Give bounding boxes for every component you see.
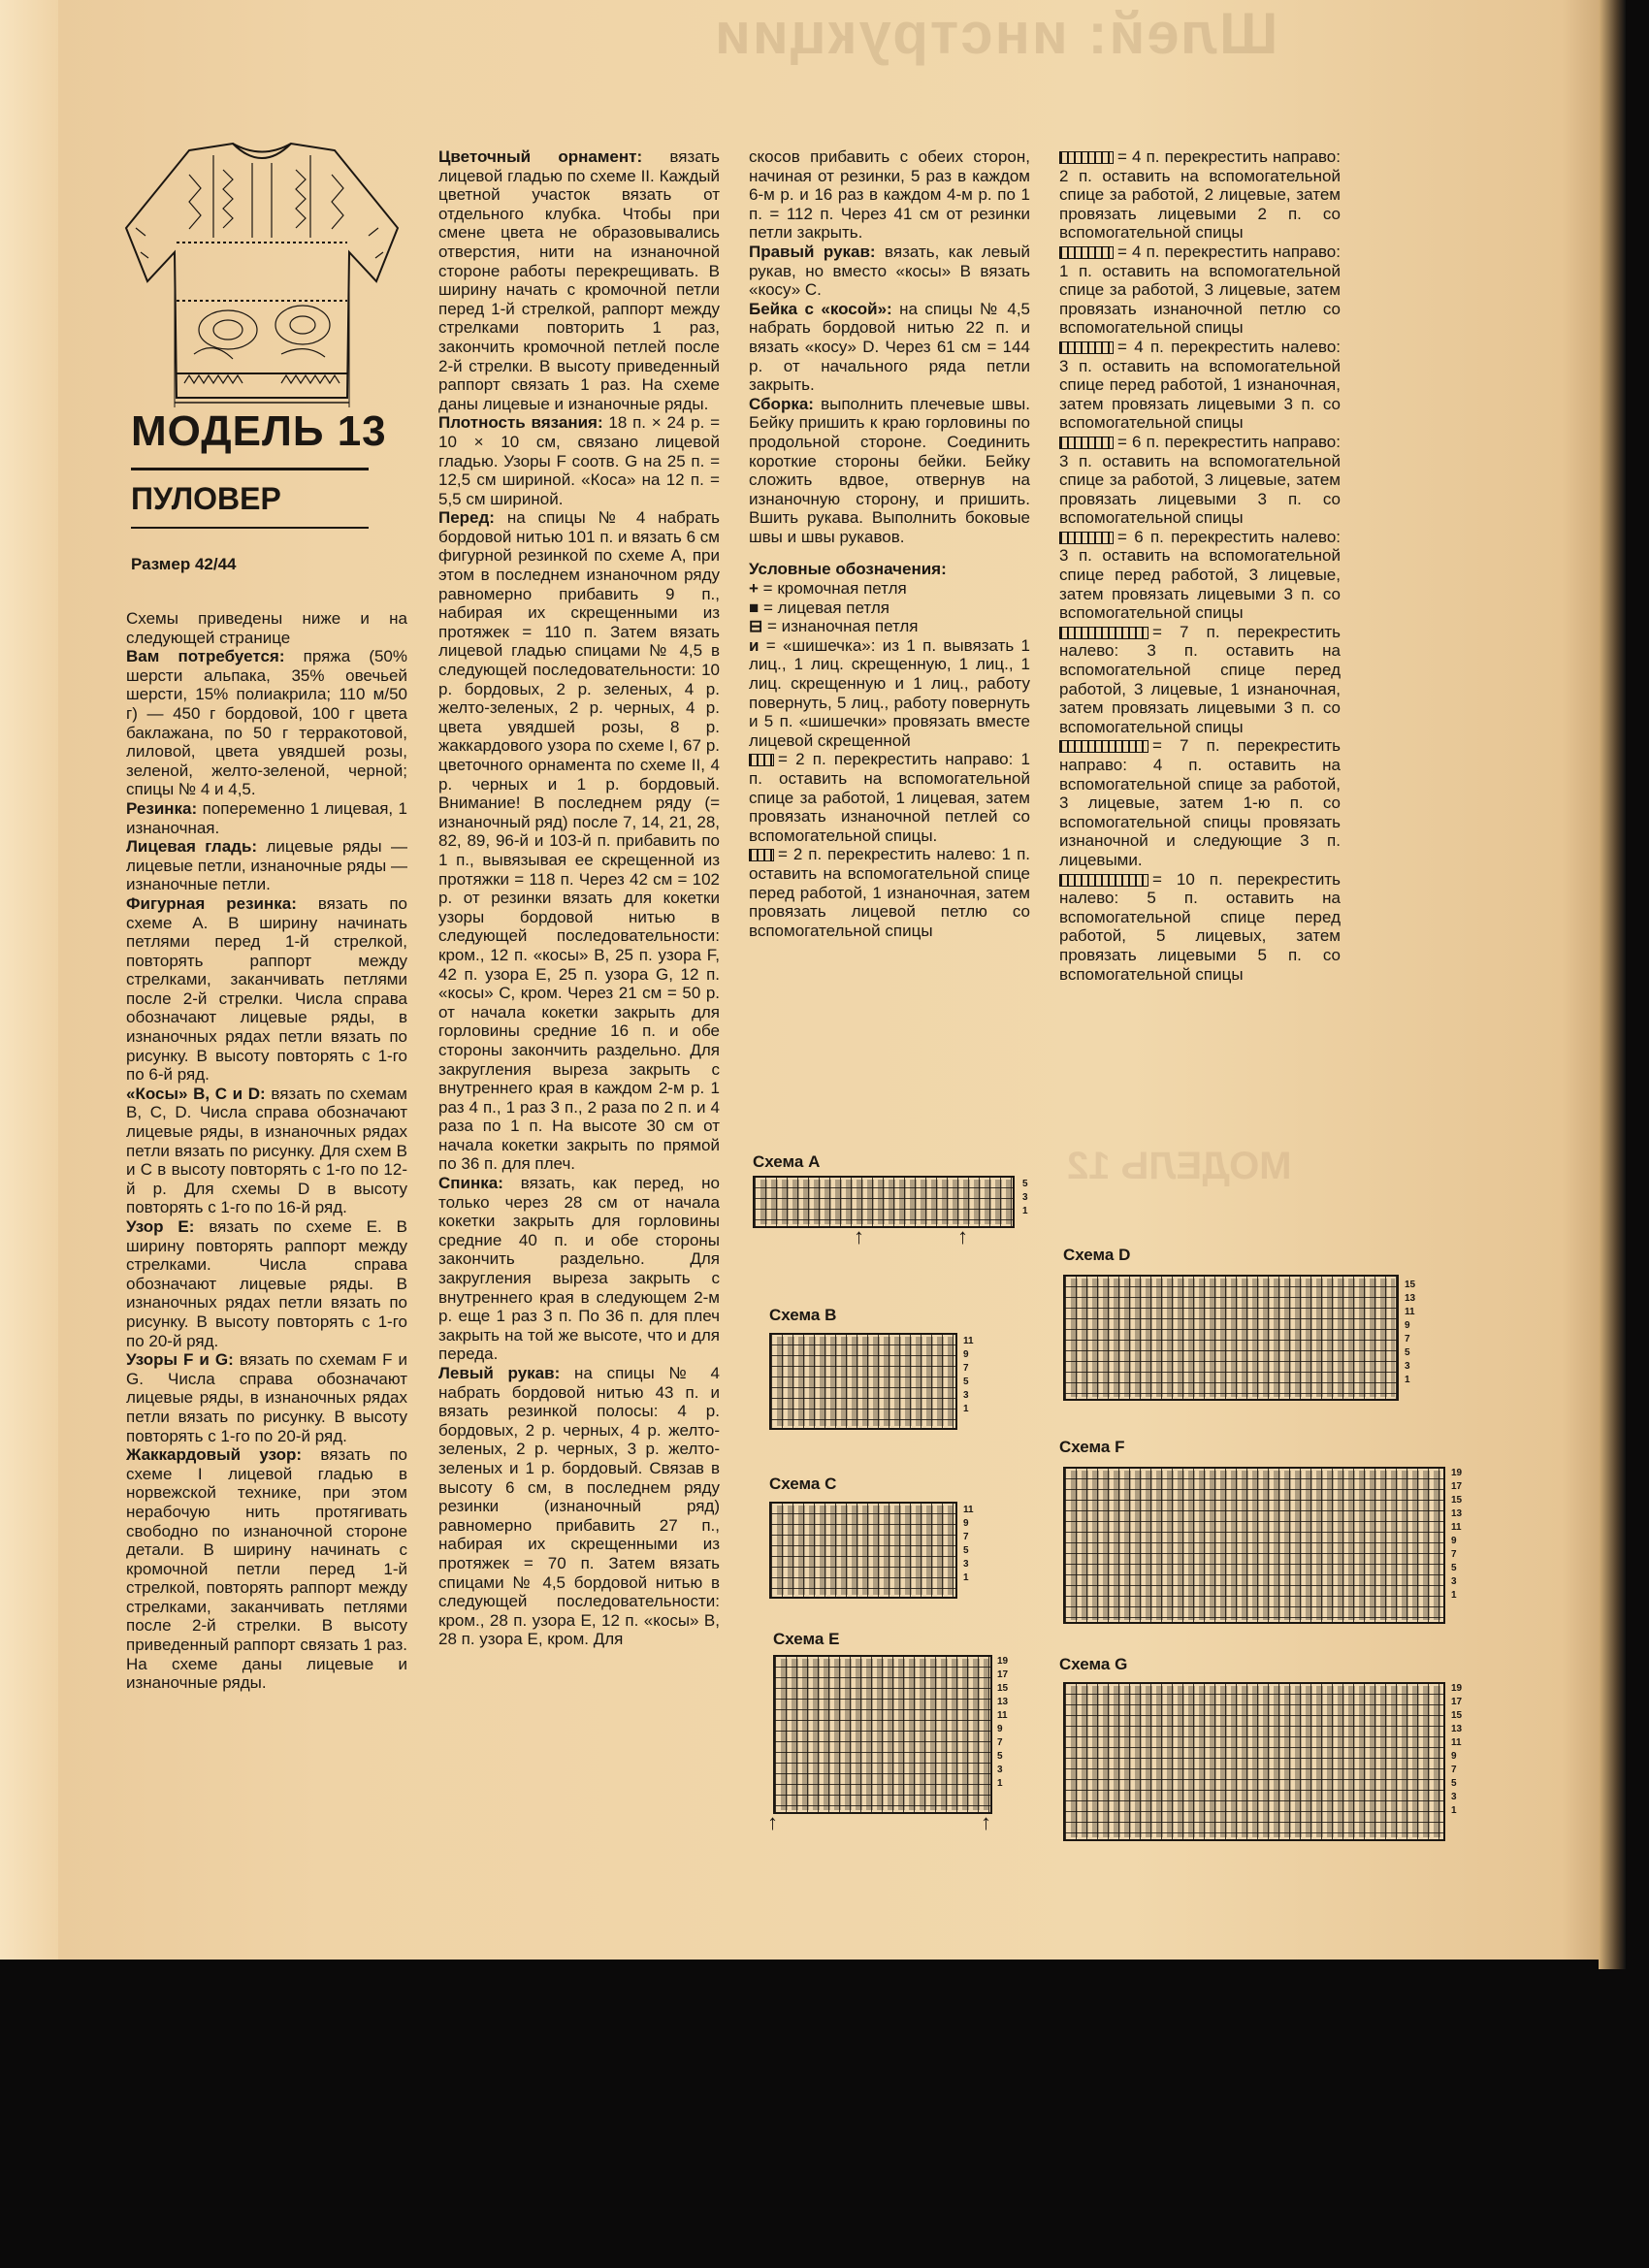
scheme-e-arrow-left: ↑ xyxy=(767,1810,778,1834)
col3-paragraph: Правый рукав: вязать, как левый рукав, но вместо «косы» В вязать «косу» С. xyxy=(749,242,1031,300)
cross-7-left-symbol xyxy=(1059,627,1148,639)
col1-paragraph: Лицевая гладь: лицевые ряды — лицевые петли, изнаночные ряды — изнаночные петли. xyxy=(126,837,407,894)
col1-paragraph: Жаккардовый узор: вязать по схеме I лицевой гладью в норвежской технике, при этом нерабочую нить протягивать свободно по изнаночной стороне детали. В ширину начинать с кромочной петли перед 1-й стрелкой, повторять раппорт между стрелками, заканчивать петлями после 2-й стрелки. В высоту приведенный раппорт связать 1 раз. На схеме даны лицевые и изнаночные ряды. xyxy=(126,1445,408,1693)
scheme-f-chart xyxy=(1063,1467,1445,1624)
size-label: Размер 42/44 xyxy=(131,555,237,573)
scheme-e-chart xyxy=(773,1655,992,1814)
cross-4-left-symbol xyxy=(1059,341,1114,354)
scheme-e-row-numbers: 19 17 15 13 11 9 7 5 3 1 xyxy=(997,1656,1009,1789)
col1-paragraph: Фигурная резинка: вязать по схеме А. В ширину начинать петлями перед 1-й стрелкой, повторять раппорт между стрелками, заканчивать петлями после 2-й стрелки. Числа справа обозначают лицевые ряды, в изнаночных рядах петли вязать по рисунку. В высоту повторять с 1-го по 6-й ряд. xyxy=(126,893,408,1085)
show-through-heading: Шлей: инструкции xyxy=(713,1,1278,66)
legend-item: ■ = лицевая петля xyxy=(749,598,889,617)
model-subtitle: ПУЛОВЕР xyxy=(131,481,281,516)
column-3 xyxy=(749,147,1030,940)
page-gutter xyxy=(0,0,58,1960)
show-through-model: МОДЕЛЬ 12 xyxy=(1067,1145,1292,1187)
cross-7-right-symbol xyxy=(1059,740,1148,753)
scheme-e-label: Схема Е xyxy=(773,1630,840,1648)
scheme-d-label: Схема D xyxy=(1063,1246,1131,1264)
col1-paragraph: Вам потребуется: пряжа (50% шерсти альпака, 35% овечьей шерсти, 15% полиакрила; 110 м/50 г) — 450 г бордовой, 100 г цвета баклажана, по 50 г терракотовой, лиловой, цвета увядшей розы, зеленой, желто-зеленой, черной; спицы № 4 и 4,5. xyxy=(126,647,408,799)
scheme-a-arrow-right: ↑ xyxy=(957,1224,968,1248)
scheme-d-chart xyxy=(1063,1275,1399,1401)
scheme-c-label: Схема С xyxy=(769,1474,837,1493)
scheme-a-row-numbers: 5 3 1 xyxy=(1022,1179,1028,1216)
col2-paragraph: Перед: на спицы № 4 набрать бордовой нитью 101 п. и вязать 6 см фигурной резинкой по схеме А, при этом в последнем изнаночном ряду равномерно прибавить 9 п., набирая их скрещенными из протяжек = 110 п. Затем вязать лицевой гладью спицами № 4,5 в следующей последовательности: 10 р. бордовых, 2 р. зеленых, 4 р. желто-зеленых, 2 р. черных, 4 р. цвета увядшей розы, 8 р. жаккардового узора по схеме I, 67 р. цветочного орнамента по схеме II, 4 р. черных и 1 р. бордовый. Внимание! В последнем ряду (= изнаночный ряд) после 7, 14, 21, 28, 82, 89, 96-й и 103-й п. прибавить по 1 п., вывязывая ее скрещенной из протяжки = 118 п. Через 42 см = 102 р. от резинки вязать для кокетки узоры бордовой нитью в следующей последовательности: кром., 12 п. «косы» В, 25 п. узора F, 42 п. узора Е, 25 п. узора G, 12 п. «косы» С, кром. Через 21 см = 50 р. от начала кокетки закрыть для горловины средние 16 п. и обе стороны закончить раздельно. Для закругления выреза закрыть с внутреннего края в каждом 2-м р. 1 раз 4 п., 1 раз 3 п., 2 раза по 2 п. и 4 раза по 1 п. На высоте 30 см от начала кокетки закрыть по прямой по 36 п. для плеч. xyxy=(438,508,720,1174)
scheme-c-row-numbers: 11 9 7 5 3 1 xyxy=(963,1505,974,1583)
col4-paragraph: = 6 п. перекрестить налево: 3 п. оставить на вспомогательной спице перед работой, 3 лицевые, затем провязать лицевыми 3 п. со вспомогательной спицы xyxy=(1059,527,1341,623)
title-rule xyxy=(131,468,369,470)
scheme-d-row-numbers: 15 13 11 9 7 5 3 1 xyxy=(1405,1280,1416,1385)
legend-title: Условные обозначения: xyxy=(749,560,947,579)
column-2 xyxy=(438,147,720,1649)
col3-paragraph: скосов прибавить с обеих сторон, начиная от резинки, 5 раз в каждом 6-м р. и 16 раз в каждом 4-м р. по 1 п. = 112 п. Через 41 см от резинки петли закрыть. xyxy=(749,147,1030,243)
cross-2-right-symbol xyxy=(749,754,774,766)
column-4 xyxy=(1059,147,1341,984)
col4-paragraph: = 7 п. перекрестить налево: 3 п. оставить на вспомогательной спице перед работой, 3 лицевые, 1 изнаночная, затем провязать лицевыми 3 п. со вспомогательной спицы xyxy=(1059,622,1341,736)
scheme-g-label: Схема G xyxy=(1059,1655,1128,1673)
col1-paragraph: Узоры F и G: вязать по схемам F и G. Числа справа обозначают лицевые ряды, в изнаночных рядах петли вязать по рисунку. В высоту повторять с 1-го по 20-й ряд. xyxy=(126,1350,407,1445)
cross-4-right-symbol xyxy=(1059,151,1114,164)
scheme-b-row-numbers: 11 9 7 5 3 1 xyxy=(963,1336,974,1414)
legend-item: ᴎ = «шишечка»: из 1 п. вывязать 1 лиц., 1 лиц. скрещенную, 1 лиц., 1 лиц. скрещенную и 1 лиц., работу повернуть, 5 лиц., работу повернуть и 5 п. «шишечки» провязать вместе лицевой скрещенной xyxy=(749,635,1030,750)
scheme-b-label: Схема В xyxy=(769,1306,837,1324)
column-1 xyxy=(126,609,407,1693)
scheme-a-chart xyxy=(753,1176,1015,1228)
col4-paragraph: = 10 п. перекрестить налево: 5 п. оставить на вспомогательной спице перед работой, 5 лицевых, затем провязать лицевыми 5 п. со вспомогательной спицы xyxy=(1059,869,1341,984)
cross-6-right-symbol xyxy=(1059,437,1114,449)
scheme-f-row-numbers: 19 17 15 13 11 9 7 5 3 1 xyxy=(1451,1468,1463,1601)
scheme-b-chart xyxy=(769,1333,957,1430)
scheme-a-label: Схема А xyxy=(753,1152,821,1171)
legend-item: = 2 п. перекрестить направо: 1 п. оставить на вспомогательной спице за работой, 1 лицевая, затем провязать изнаночной петлей со вспомогательной спицы. xyxy=(749,750,1030,845)
col1-paragraph: Узор Е: вязать по схеме Е. В ширину повторять раппорт между стрелками. Числа справа обозначают лицевые ряды. В изнаночных рядах петли вязать по рисунку. В высоту повторять с 1-го по 20-й ряд. xyxy=(126,1217,407,1350)
sweater-sketch xyxy=(116,136,407,417)
col4-paragraph: = 6 п. перекрестить направо: 3 п. оставить на вспомогательной спице за работой, 3 лицевые, затем провязать лицевыми 3 п. со вспомогательной спицы xyxy=(1059,432,1341,528)
model-title: МОДЕЛЬ 13 xyxy=(131,407,387,455)
col4-paragraph: = 4 п. перекрестить направо: 2 п. оставить на вспомогательной спице за работой, 2 лицевые, затем провязать лицевыми 2 п. со вспомогательной спицы xyxy=(1059,147,1341,243)
cross-2-left-symbol xyxy=(749,849,774,861)
scheme-f-label: Схема F xyxy=(1059,1438,1125,1456)
subtitle-rule xyxy=(131,527,369,529)
col4-paragraph: = 4 п. перекрестить налево: 3 п. оставить на вспомогательной спице перед работой, 1 изнаночная, затем провязать лицевыми 3 п. со вспомогательной спицы xyxy=(1059,337,1341,433)
legend-item: + = кромочная петля xyxy=(749,579,907,599)
col1-paragraph: Схемы приведены ниже и на следующей странице xyxy=(126,609,407,647)
cross-6-left-symbol xyxy=(1059,532,1114,544)
col1-paragraph: «Косы» В, С и D: вязать по схемам В, С, D. Числа справа обозначают лицевые ряды, в изнаночных рядах петли вязать по рисунку. Для схем В и С в высоту повторять с 1-го по 12-й р. Для схемы D в высоту повторять с 1-го по 16-й ряд. xyxy=(126,1084,407,1217)
scheme-g-chart xyxy=(1063,1682,1445,1841)
cross-4-right-purl-symbol xyxy=(1059,246,1114,259)
col2-paragraph: Спинка: вязать, как перед, но только через 28 см от начала кокетки закрыть для горловины средние 40 п. и обе стороны закончить раздельно. Для закругления выреза закрыть с внутреннего края в следующем 2-м р. еще 1 раз 3 п. По 36 п. для плеч закрыть на той же высоте, что и для переда. xyxy=(438,1174,720,1364)
scheme-c-chart xyxy=(769,1502,957,1599)
col1-paragraph: Резинка: попеременно 1 лицевая, 1 изнаночная. xyxy=(126,798,407,837)
scheme-a-arrow-left: ↑ xyxy=(854,1224,864,1248)
legend-item: = 2 п. перекрестить налево: 1 п. оставить на вспомогательной спице перед работой, 1 изнаночная, затем провязать лицевой петлю со вспомогательной спицы xyxy=(749,845,1030,940)
col2-paragraph: Плотность вязания: 18 п. × 24 р. = 10 × 10 см, связано лицевой гладью. Узоры F соотв. G на 25 п. = 12,5 см шириной. «Коса» на 12 п. = 5,5 см шириной. xyxy=(438,413,721,508)
col2-paragraph: Цветочный орнамент: вязать лицевой гладью по схеме II. Каждый цветной участок вязать от отдельного клубка. Чтобы при смене цвета не образовывались отверстия, нити на изнаночной стороне работы перекрещивать. В ширину начать с кромочной петли перед 1-й стрелкой, раппорт между стрелками повторить 1 раз, закончить кромочной петлей после 2-й стрелки. В высоту приведенный раппорт связать 1 раз. На схеме даны лицевые и изнаночные ряды. xyxy=(438,147,720,413)
col2-paragraph: Левый рукав: на спицы № 4 набрать бордовой нитью 43 п. и вязать резинкой полосы: 4 р. бордовых, 2 р. черных, 4 р. желто-зеленых, 2 р. черных, 3 р. желто-зеленых и 1 р. бордовый. Связав в высоту 6 см, в последнем ряду резинки (изнаночный ряд) равномерно прибавить 27 п., набирая их скрещенными из протяжек = 70 п. Затем вязать спицами № 4,5 бордовой нитью в следующей последовательности: кром., 28 п. узора Е, 12 п. «косы» В, 28 п. узора Е, кром. Для xyxy=(438,1364,720,1649)
legend-item: ⊟ = изнаночная петля xyxy=(749,617,919,636)
col3-paragraph: Бейка с «косой»: на спицы № 4,5 набрать бордовой нитью 22 п. и вязать «косу» D. Через 61 см = 144 р. от начального ряда петли закрыть. xyxy=(749,299,1030,395)
col4-paragraph: = 4 п. перекрестить направо: 1 п. оставить на вспомогательной спице за работой, 3 лицевые, затем провязать изнаночной петлю со вспомогательной спицы xyxy=(1059,242,1341,338)
col3-paragraph: Сборка: выполнить плечевые швы. Бейку пришить к краю горловины по продольной стороне. Соединить короткие стороны бейки. Бейку сложить вдвое, отвернув на изнаночную сторону, и пришить. Вшить рукава. Выполнить боковые швы и швы рукавов. xyxy=(749,394,1030,546)
col4-paragraph: = 7 п. перекрестить направо: 4 п. оставить на вспомогательной спице за работой, 3 лицевые, затем 1-ю п. со вспомогательной спицы провязать изнаночной и следующие 3 п. лицевыми. xyxy=(1059,736,1341,869)
scheme-e-arrow-right: ↑ xyxy=(981,1810,991,1834)
scheme-g-row-numbers: 19 17 15 13 11 9 7 5 3 1 xyxy=(1451,1683,1463,1816)
cross-10-left-symbol xyxy=(1059,874,1148,887)
page-edge-shadow xyxy=(1599,0,1626,1969)
